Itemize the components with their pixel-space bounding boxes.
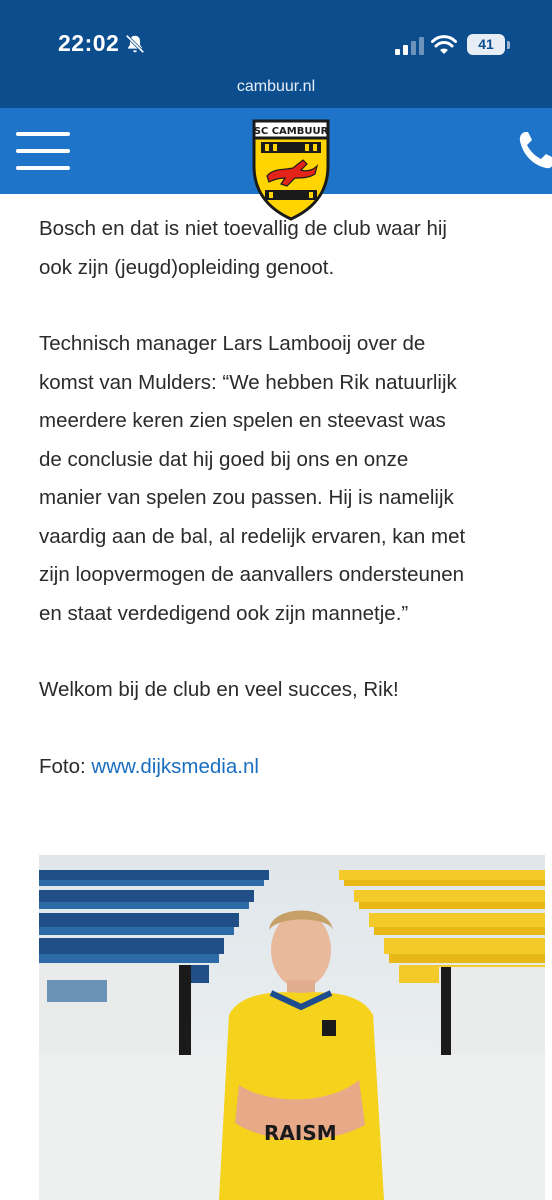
bell-muted-icon <box>124 33 146 55</box>
article-paragraph-1 <box>39 210 544 287</box>
club-logo[interactable] <box>251 118 331 222</box>
svg-text:RAISM: RAISM <box>264 1121 337 1145</box>
photo-credit-label: Foto: <box>39 754 86 778</box>
text-line: Bosch en dat is niet toevallig de club waar hij <box>39 217 447 240</box>
text-line: de conclusie dat hij goed bij ons en onze <box>39 447 409 471</box>
logo-text: SC CAMBUUR <box>253 126 329 137</box>
signal-icon <box>395 37 425 55</box>
text-line: Technisch manager Lars Lambooij over de <box>39 332 426 355</box>
article-paragraph-3: Welkom bij de club en veel succes, Rik! <box>39 678 399 701</box>
battery-tip <box>507 41 510 49</box>
wifi-icon <box>431 34 457 56</box>
phone-icon[interactable] <box>516 128 552 172</box>
article-photo[interactable] <box>39 855 545 1200</box>
text-line: manier van spelen zou passen. Hij is namelijk <box>39 486 454 509</box>
hamburger-menu-icon[interactable] <box>16 132 70 172</box>
browser-url[interactable]: cambuur.nl <box>236 78 316 95</box>
text-line: komst van Mulders: “We hebben Rik natuurlijk <box>39 370 457 394</box>
article-paragraph-2 <box>39 325 544 633</box>
text-line: meerdere keren zien spelen en steevast was <box>39 409 446 432</box>
text-line: en staat verdedigend ook zijn mannetje.” <box>39 601 409 625</box>
text-line: zijn loopvermogen de aanvallers ondersteunen <box>39 563 465 586</box>
battery-icon: 41 <box>467 34 505 55</box>
photo-credit <box>39 748 544 787</box>
text-line: ook zijn (jeugd)opleiding genoot. <box>39 255 335 279</box>
status-time: 22:02 <box>58 30 120 56</box>
text-line: vaardig aan de bal, al redelijk ervaren, kan met <box>39 524 466 548</box>
article-body <box>39 210 544 824</box>
photo-credit-link[interactable]: www.dijksmedia.nl <box>91 754 259 778</box>
